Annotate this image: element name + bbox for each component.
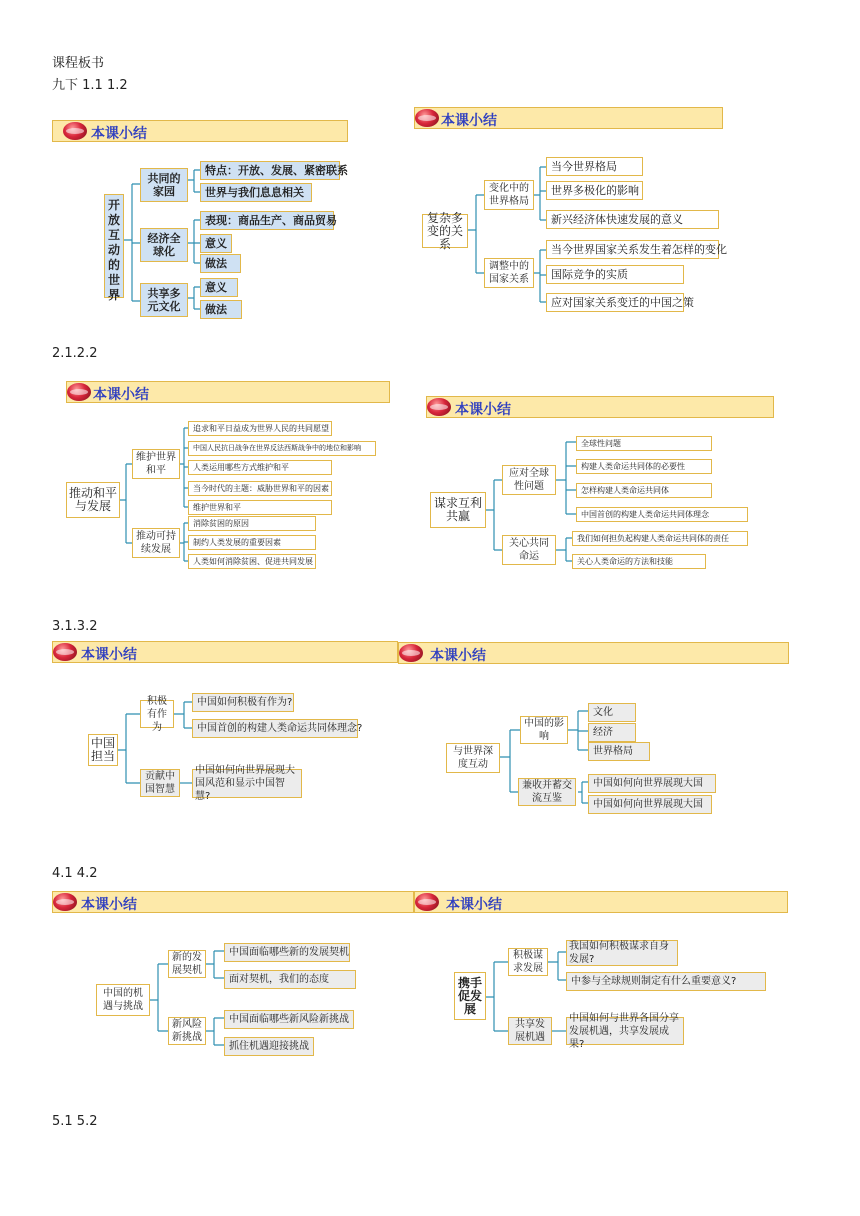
diagram-leaf: 世界多极化的影响 [546,181,643,200]
diagram-leaf: 追求和平日益成为世界人民的共同愿望 [188,421,332,436]
page-title: 课程板书 [52,56,105,71]
diagram-leaf: 人类运用哪些方式维护和平 [188,460,332,475]
diagram-root: 推动和平与发展 [66,482,120,518]
summary-banner [414,107,723,129]
section-label: 2.1.2.2 [52,346,98,361]
banner-title: 本课小结 [93,387,149,403]
diagram-leaf: 中参与全球规则制定有什么重要意义? [566,972,766,991]
diagram-branch: 维护世界和平 [132,449,180,479]
section-label: 5.1 5.2 [52,1114,98,1129]
globe-badge-icon [53,643,77,661]
diagram-leaf: 国际竞争的实质 [546,265,684,284]
summary-banner [426,396,774,418]
diagram-leaf: 中国首创的构建人类命运共同体理念? [192,719,358,738]
diagram-leaf: 新兴经济体快速发展的意义 [546,210,719,229]
diagram-leaf: 抓住机遇迎接挑战 [224,1037,314,1056]
diagram-branch: 积极谋求发展 [508,948,548,976]
banner-title: 本课小结 [441,113,497,129]
diagram-root: 复杂多变的关系 [422,214,468,248]
globe-badge-icon [53,893,77,911]
diagram-leaf: 我们如何担负起构建人类命运共同体的责任 [572,531,748,546]
diagram-branch: 兼收并蓄交流互鉴 [518,778,576,806]
globe-badge-icon [399,644,423,662]
diagram-branch: 贡献中国智慧 [140,769,180,797]
diagram-leaf: 世界与我们息息相关 [200,183,312,202]
summary-banner [398,642,789,664]
diagram-leaf: 中国首创的构建人类命运共同体理念 [576,507,748,522]
diagram-leaf: 当今世界国家关系发生着怎样的变化 [546,240,719,259]
diagram-leaf: 关心人类命运的方法和技能 [572,554,706,569]
diagram-branch: 经济全球化 [140,228,188,262]
diagram-root: 携手促发展 [454,972,486,1020]
diagram-leaf: 中国如何积极有作为? [192,693,294,712]
summary-banner [52,891,414,913]
diagram-branch: 共享发展机遇 [508,1017,552,1045]
summary-banner [52,120,348,142]
diagram-leaf: 消除贫困的原因 [188,516,316,531]
diagram-branch: 调整中的国家关系 [484,258,534,288]
banner-title: 本课小结 [81,897,137,913]
diagram-branch: 中国的影响 [520,716,568,744]
section-label: 4.1 4.2 [52,866,98,881]
diagram-branch: 关心共同命运 [502,535,556,565]
diagram-leaf: 中国如何向世界展现大国 [588,774,716,793]
globe-badge-icon [415,109,439,127]
diagram-leaf: 做法 [200,300,242,319]
diagram-leaf: 经济 [588,723,636,742]
diagram-leaf: 表现：商品生产、商品贸易 [200,211,334,230]
banner-title: 本课小结 [455,402,511,418]
diagram-leaf: 中国面临哪些新风险新挑战 [224,1010,354,1029]
diagram-leaf: 怎样构建人类命运共同体 [576,483,712,498]
diagram-branch: 变化中的世界格局 [484,180,534,210]
diagram-branch: 推动可持续发展 [132,528,180,558]
section-label: 九下 1.1 1.2 [52,78,128,93]
diagram-leaf: 中国如何向世界展现大国 [588,795,712,814]
diagram-leaf: 应对国家关系变迁的中国之策 [546,293,684,312]
diagram-leaf: 制约人类发展的重要因素 [188,535,316,550]
banner-title: 本课小结 [91,126,147,142]
globe-badge-icon [427,398,451,416]
diagram-leaf: 我国如何积极谋求自身发展? [566,940,678,966]
globe-badge-icon [415,893,439,911]
diagram-leaf: 当今时代的主题：威胁世界和平的因素 [188,481,332,496]
diagram-leaf: 构建人类命运共同体的必要性 [576,459,712,474]
summary-banner [414,891,788,913]
globe-badge-icon [63,122,87,140]
diagram-root: 中国担当 [88,734,118,766]
summary-banner [66,381,390,403]
diagram-root: 中国的机遇与挑战 [96,984,150,1016]
globe-badge-icon [67,383,91,401]
diagram-branch: 应对全球性问题 [502,465,556,495]
diagram-leaf: 中国面临哪些新的发展契机 [224,943,350,962]
diagram-leaf: 中国人民抗日战争在世界反法西斯战争中的地位和影响 [188,441,376,456]
diagram-leaf: 特点：开放、发展、紧密联系 [200,161,340,180]
diagram-leaf: 全球性问题 [576,436,712,451]
diagram-leaf: 意义 [200,278,238,297]
diagram-leaf: 文化 [588,703,636,722]
diagram-branch: 共享多元文化 [140,283,188,317]
diagram-branch: 新风险新挑战 [168,1017,206,1045]
diagram-leaf: 中国如何向世界展现大国风范和显示中国智慧? [192,769,302,798]
diagram-leaf: 世界格局 [588,742,650,761]
diagram-leaf: 人类如何消除贫困、促进共同发展 [188,554,316,569]
diagram-leaf: 维护世界和平 [188,500,332,515]
diagram-leaf: 当今世界格局 [546,157,643,176]
diagram-branch: 积极有作为 [140,700,174,728]
diagram-leaf: 面对契机，我们的态度 [224,970,356,989]
section-label: 3.1.3.2 [52,619,98,634]
diagram-leaf: 做法 [200,254,241,273]
diagram-root: 谋求互利共赢 [430,492,486,528]
banner-title: 本课小结 [81,647,137,663]
diagram-root: 与世界深度互动 [446,743,500,773]
banner-title: 本课小结 [446,897,502,913]
diagram-branch: 共同的家园 [140,168,188,202]
diagram-leaf: 中国如何与世界各国分享发展机遇，共享发展成果? [566,1017,684,1045]
diagram-root: 开放互动的世界 [104,194,124,298]
summary-banner [52,641,398,663]
diagram-leaf: 意义 [200,234,232,253]
diagram-branch: 新的发展契机 [168,950,206,978]
banner-title: 本课小结 [430,648,486,664]
